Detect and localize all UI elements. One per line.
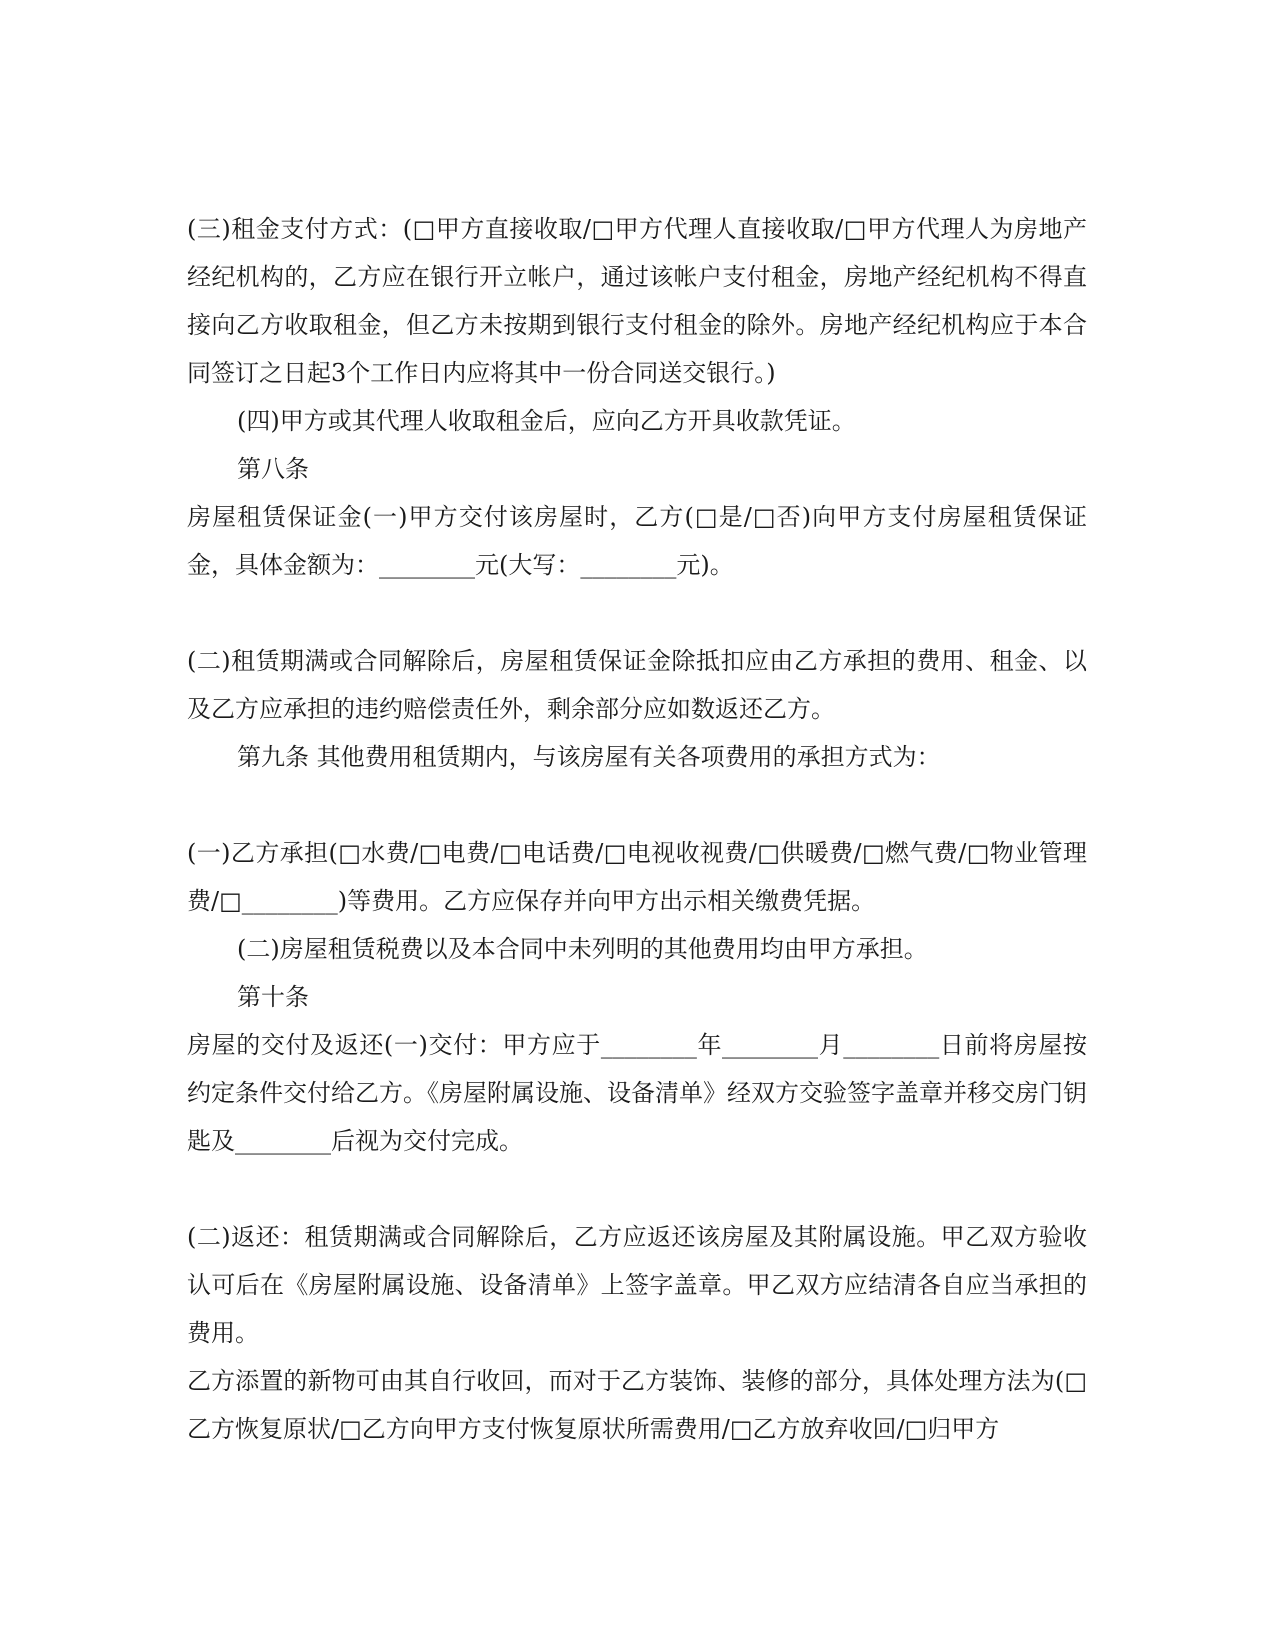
document-body xyxy=(187,205,1087,1453)
paragraph-deposit: 房屋租赁保证金(一)甲方交付该房屋时，乙方(□是/□否)向甲方支付房屋租赁保证金，具体金额为：________元(大写：________元)。 xyxy=(187,503,1087,579)
article-8-heading: 第八条 xyxy=(237,455,309,483)
paragraph-gap xyxy=(187,1165,1087,1213)
paragraph-gap xyxy=(187,781,1087,829)
paragraph-rent-payment-method: (三)租金支付方式：(□甲方直接收取/□甲方代理人直接收取/□甲方代理人为房地产经纪机构的，乙方应在银行开立帐户，通过该帐户支付租金，房地产经纪机构不得直接向乙方收取租金，但乙方未按期到银行支付租金的除外。房地产经纪机构应于本合同签订之日起3个工作日内应将其中一份合同送交银行。) xyxy=(187,215,1087,387)
paragraph-landlord-fees: (二)房屋租赁税费以及本合同中未列明的其他费用均由甲方承担。 xyxy=(237,935,928,963)
paragraph-tenant-fees: (一)乙方承担(□水费/□电费/□电话费/□电视收视费/□供暖费/□燃气费/□物业管理费/□________)等费用。乙方应保存并向甲方出示相关缴费凭据。 xyxy=(187,839,1087,915)
article-9-heading: 第九条 其他费用租赁期内，与该房屋有关各项费用的承担方式为： xyxy=(237,743,941,771)
paragraph-return: (二)返还：租赁期满或合同解除后，乙方应返还该房屋及其附属设施。甲乙双方验收认可后在《房屋附属设施、设备清单》上签字盖章。甲乙双方应结清各自应当承担的费用。 xyxy=(187,1223,1087,1347)
paragraph-delivery: 房屋的交付及返还(一)交付：甲方应于________年________月________日前将房屋按约定条件交付给乙方。《房屋附属设施、设备清单》经双方交验签字盖章并移交房门钥匙及________后视为交付完成。 xyxy=(187,1031,1087,1155)
paragraph-rent-receipt: (四)甲方或其代理人收取租金后，应向乙方开具收款凭证。 xyxy=(237,407,856,435)
paragraph-renovation-handling: 乙方添置的新物可由其自行收回，而对于乙方装饰、装修的部分，具体处理方法为(□乙方恢复原状/□乙方向甲方支付恢复原状所需费用/□乙方放弃收回/□归甲方 xyxy=(187,1367,1087,1443)
paragraph-gap xyxy=(187,589,1087,637)
article-10-heading: 第十条 xyxy=(237,983,309,1011)
paragraph-deposit-return: (二)租赁期满或合同解除后，房屋租赁保证金除抵扣应由乙方承担的费用、租金、以及乙方应承担的违约赔偿责任外，剩余部分应如数返还乙方。 xyxy=(187,647,1087,723)
